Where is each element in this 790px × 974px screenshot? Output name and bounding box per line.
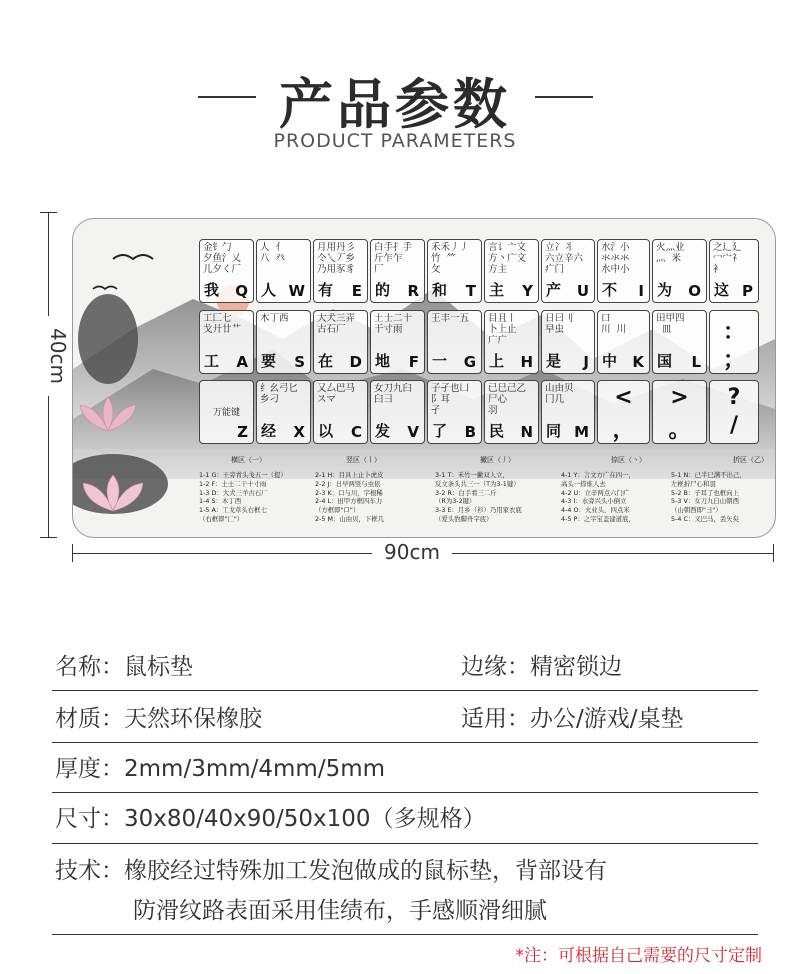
key-letter: H	[520, 353, 533, 371]
key-radicals: 子孑也凵 阝耳 孑	[431, 383, 470, 416]
key-radicals: 火灬业 灬 米	[656, 242, 685, 264]
key	[652, 380, 707, 444]
zone-label-na: 捺区（丶）	[611, 456, 646, 464]
spec-divider	[52, 690, 758, 691]
key-radicals: 王丰一五	[431, 313, 470, 324]
key-radicals: 立冫丬 六立辛六 疒门	[545, 242, 584, 275]
height-dimension-label: 40cm	[30, 316, 70, 396]
page-subtitle: PRODUCT PARAMETERS	[273, 130, 517, 152]
height-dimension-cap-top	[40, 212, 57, 213]
key	[370, 380, 425, 444]
key-common-char: 在	[318, 352, 334, 370]
key-letter: S	[294, 353, 305, 371]
key-common-char: 产	[546, 281, 562, 299]
spec-name: 名称：鼠标垫	[55, 654, 193, 680]
spec-divider	[52, 934, 758, 935]
key-letter: W	[288, 282, 305, 300]
key	[709, 239, 759, 303]
key	[256, 310, 311, 374]
key-letter: C	[350, 423, 362, 441]
key	[597, 380, 650, 444]
key-common-char: 以	[318, 422, 334, 440]
key-radicals: 禾禾丿丿 竹 ⺮ 攵	[431, 242, 470, 275]
key-letter: A	[236, 353, 248, 371]
key	[484, 239, 539, 303]
key-radicals: 又厶巴马 スマ	[317, 383, 356, 405]
key-letter: E	[351, 282, 362, 300]
spec-edge: 边缘：精密锁边	[461, 654, 622, 680]
key-letter: Z	[237, 423, 248, 441]
key	[427, 380, 482, 444]
zone-label-zhe: 折区（乙）	[733, 456, 768, 464]
bird-icon	[93, 287, 117, 290]
lotus-leaf-icon	[78, 294, 138, 384]
title-right-rule	[535, 96, 593, 98]
key-radicals: 女刀九臼 臼彐	[374, 383, 413, 405]
spec-divider	[52, 843, 758, 844]
key-common-char: 人	[261, 281, 277, 299]
key	[709, 380, 759, 444]
key-common-char: 同	[546, 422, 562, 440]
key-letter: J	[583, 353, 589, 371]
zone-mnemonic-na: 4-1 Y：言文方广在四一， 高头一捺谁人去 4-2 U：立辛两点六门疒 4-3 I：水旁兴头小倒立 4-4 O：火业头，四点米 4-5 P：之字宝盖建道底，	[561, 471, 635, 523]
key-radicals: 金钅勹 夕鱼氵乂 儿夕く厂	[203, 242, 242, 275]
key-radicals: 已巳己乙 尸心 羽	[488, 383, 527, 416]
key-symbol: ，	[612, 418, 635, 443]
spec-thickness: 厚度：2mm/3mm/4mm/5mm	[55, 756, 386, 782]
key-letter: G	[463, 353, 476, 371]
key-radicals: 山由贝 冂几	[545, 383, 574, 405]
key-common-char: 工	[204, 352, 220, 370]
key-letter: D	[349, 353, 362, 371]
key-radicals: 言讠亠文 方丶广文 方主	[488, 242, 527, 275]
key	[597, 310, 650, 374]
key-symbol: 。	[668, 418, 691, 443]
key-radicals: 田甲四 皿	[656, 313, 685, 335]
key-common-char: 是	[546, 352, 562, 370]
key-common-char: 这	[714, 281, 730, 299]
key-symbol: /	[729, 413, 739, 438]
key	[199, 239, 254, 303]
key-radicals: 口 川 川	[601, 313, 627, 335]
key-radicals: 日曰刂 早虫	[545, 313, 574, 335]
zone-mnemonic-shu: 2-1 H：目具上止卜虎皮 2-2 J：日早两竖与虫依 2-3 K：口与川，字根稀 2-4 L：田甲方框四车力 （方框即"口"） 2-5 M：山由贝，下框几	[315, 471, 385, 523]
key-symbol: <	[614, 385, 633, 410]
key-letter: B	[464, 423, 476, 441]
key-common-char: 不	[602, 281, 618, 299]
key	[370, 310, 425, 374]
key-common-char: 有	[318, 281, 334, 299]
key-letter: P	[742, 282, 753, 300]
key	[313, 380, 368, 444]
width-dimension-cap-left	[72, 544, 73, 562]
spec-usage: 适用：办公/游戏/桌垫	[461, 706, 684, 732]
key	[199, 380, 254, 444]
key-common-char: 和	[432, 281, 448, 299]
key	[541, 380, 595, 444]
key-letter: O	[688, 282, 701, 300]
key-common-char: 要	[261, 352, 277, 370]
customization-note: *注：可根据自己需要的尺寸定制	[515, 946, 762, 966]
spec-divider	[52, 742, 758, 743]
spec-size: 尺寸：30x80/40x90/50x100（多规格）	[55, 806, 486, 832]
zone-label-heng: 横区（一）	[231, 456, 266, 464]
spec-material: 材质：天然环保橡胶	[55, 706, 262, 732]
key	[541, 310, 595, 374]
key-radicals: 木丁西	[260, 313, 289, 324]
header	[0, 58, 790, 158]
key-letter: F	[408, 353, 419, 371]
key-letter: I	[638, 282, 644, 300]
key-letter: M	[574, 423, 589, 441]
key-letter: U	[576, 282, 589, 300]
key-common-char: 发	[375, 422, 391, 440]
zone-mnemonic-zhe: 5-1 N：已半巳满不出己， 左框折尸心和羽 5-2 B：子耳了也框向上 5-3 V：女刀九臼山朝西 （山朝西即"彐"） 5-4 C：又巴马，丢矢矣	[671, 471, 746, 523]
spec-technology: 技术：橡胶经过特殊加工发泡做成的鼠标垫，背部设有	[55, 858, 607, 884]
key-common-char: 主	[489, 281, 505, 299]
key-radicals: 纟幺弓匕 乡刁	[260, 383, 299, 405]
key-common-char: 中	[602, 352, 618, 370]
key	[313, 239, 368, 303]
key-radicals: 之辶廴 冖宀礻 衤	[713, 242, 742, 275]
key	[484, 310, 539, 374]
key-letter: L	[691, 353, 701, 371]
key-radicals: 土士二十 干寸雨	[374, 313, 413, 335]
key-letter: R	[407, 282, 419, 300]
key-symbol: ?	[727, 385, 741, 410]
key-common-char: 国	[657, 352, 673, 370]
key-radicals: 水氵小 氺氺氺 水中小	[601, 242, 630, 275]
key-letter: N	[520, 423, 533, 441]
key-common-char: 民	[489, 422, 505, 440]
key-letter: T	[465, 282, 476, 300]
key-symbol: ；	[722, 348, 745, 373]
mouse-pad-image	[72, 218, 776, 538]
key-letter: V	[407, 423, 419, 441]
zone-mnemonic-heng: 1-1 G：王旁青头戋五一（提） 1-2 F：土士二干十寸雨 1-3 D：大犬三羊古石厂 1-4 S：木丁西 1-5 A：工戈草头右框七 （右框即"匚"）	[199, 471, 287, 523]
zone-mnemonic-pie: 3-1 T：禾竹一撇双人立， 反文条头共三一（T为3-1键） 3-2 R：白手看三二斤 （R为3-2键） 3-3 E：月乡（衫）乃用家衣底 （爱头豹脚舟字底）	[435, 471, 522, 523]
key	[484, 380, 539, 444]
key	[427, 239, 482, 303]
key-radicals: 月用丹彡 仒乀丆乡 乃用豕豸	[317, 242, 356, 275]
key-letter: X	[293, 423, 305, 441]
key	[370, 239, 425, 303]
height-dimension-cap-bottom	[40, 537, 57, 538]
key-radicals: 人 亻 八 癶	[260, 242, 286, 264]
key-common-char: 上	[489, 352, 505, 370]
key	[427, 310, 482, 374]
spec-divider	[52, 792, 758, 793]
key-radicals: 工匚七 戈廾廿艹	[203, 313, 242, 335]
key	[199, 310, 254, 374]
width-dimension-cap-right	[773, 544, 774, 562]
key-radicals: 目且丨 卜上止 广广	[488, 313, 517, 346]
key-letter: Y	[522, 282, 533, 300]
key	[541, 239, 595, 303]
key	[256, 380, 311, 444]
key	[597, 239, 650, 303]
key-common-char: 了	[432, 422, 448, 440]
key-letter: K	[632, 353, 644, 371]
key-letter: Q	[235, 282, 248, 300]
key-common-char: 为	[657, 281, 673, 299]
key-common-char: 的	[375, 281, 391, 299]
spec-technology-line2: 防滑纹路表面采用佳绩布，手感顺滑细腻	[133, 898, 547, 924]
key-symbol: ：	[722, 320, 745, 345]
key-symbol: >	[670, 385, 689, 410]
width-dimension-label: 90cm	[372, 540, 452, 564]
key-radicals: 大犬三弄 古石厂	[317, 313, 356, 335]
key-common-char: 经	[261, 422, 277, 440]
key-common-char: 一	[432, 352, 448, 370]
page-title: 产品参数	[279, 73, 511, 136]
key-common-char: 地	[375, 352, 391, 370]
zone-label-pie: 撇区（丿）	[480, 456, 515, 464]
key-wildcard-label: 万能键	[212, 408, 240, 418]
key	[256, 239, 311, 303]
key	[652, 310, 707, 374]
key	[652, 239, 707, 303]
key-common-char: 我	[204, 281, 220, 299]
key	[709, 310, 759, 374]
key	[313, 310, 368, 374]
zone-label-shu: 竖区（丨）	[346, 456, 381, 464]
bird-icon	[113, 255, 153, 259]
key-radicals: 白手扌手 斤乍乍 厂	[374, 242, 413, 275]
